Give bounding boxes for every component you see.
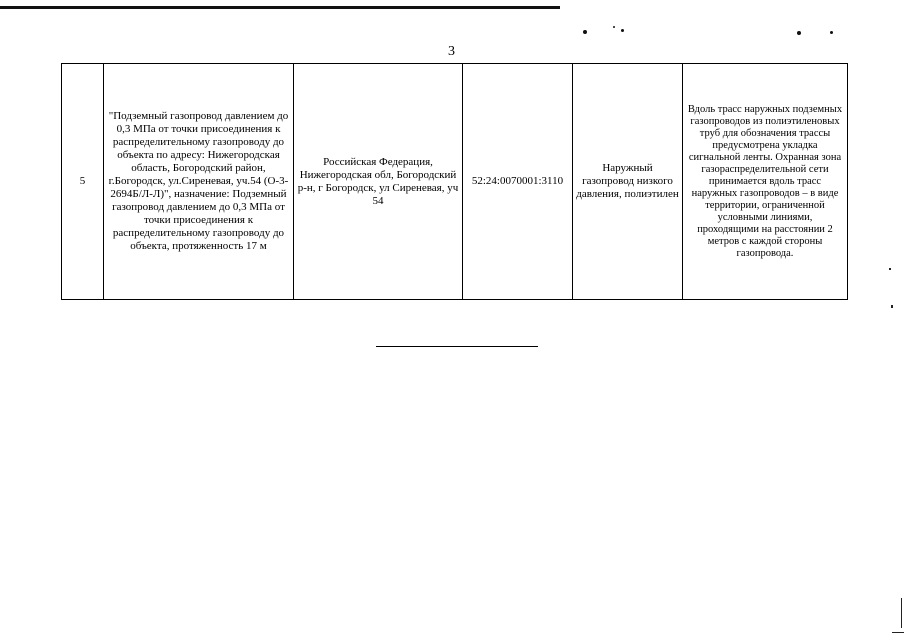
object-type-cell: Наружный газопровод низкого давления, полиэтилен — [573, 64, 683, 300]
scan-speck — [583, 30, 587, 34]
scan-edge-mark — [892, 632, 904, 633]
scan-speck — [613, 26, 615, 28]
restrictions-cell: Вдоль трасс наружных подземных газопроводов из полиэтиленовых труб для обозначения трассы предусмотрена укладка сигнальной ленты. Охранная зона газораспределительной сети принимается вдоль трасс наружных газопроводов – в виде территории, ограниченной условными линиями, проходящими на расстоянии 2 метров с каждой стороны газопровода. — [683, 64, 848, 300]
scan-speck — [830, 31, 833, 34]
scan-edge-mark — [891, 305, 893, 308]
separator-line — [376, 346, 538, 347]
address-cell: Российская Федерация, Нижегородская обл, Богородский р-н, г Богородск, ул Сиреневая, уч 54 — [294, 64, 463, 300]
row-index: 5 — [62, 64, 104, 300]
scan-speck — [797, 31, 801, 35]
cadastral-number-cell: 52:24:0070001:3110 — [463, 64, 573, 300]
scan-speck — [621, 29, 624, 32]
top-border-line — [0, 6, 560, 9]
scan-edge-mark — [889, 268, 891, 270]
table-row — [62, 64, 848, 300]
record-table — [61, 63, 848, 300]
page-number: 3 — [448, 44, 455, 59]
object-name-cell: "Подземный газопровод давлением до 0,3 МПа от точки присоединения к распределительному газопроводу до объекта по адресу: Нижегородская область, Богородский район, г.Богородск, ул.Сиреневая, уч.54 (О-3-2694Б/Л-Л)", назначение: Подземный газопровод давлением до 0,3 МПа от точки присоединения к распределительному газопроводу до объекта, протяженность 17 м — [104, 64, 294, 300]
scan-edge-mark — [901, 598, 902, 628]
